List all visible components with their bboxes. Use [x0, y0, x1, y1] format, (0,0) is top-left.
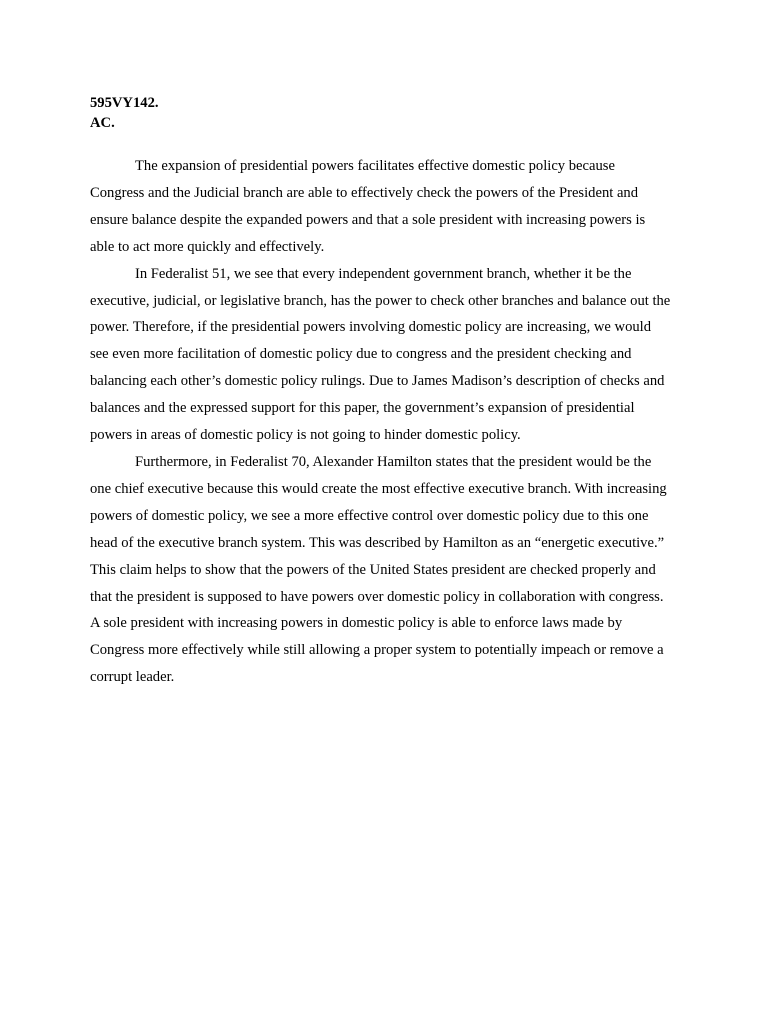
paragraph-2: In Federalist 51, we see that every independent government branch, whether it be the executive, judicial, or legislative branch, has the power to check other branches and balance out the power. Therefore, if the presidential powers involving domestic policy are increasing, we would see even more facilitation of domestic policy due to congress and the president checking and balancing each other’s domestic policy rulings. Due to James Madison’s description of checks and balances and the expressed support for this paper, the government’s expansion of presidential powers in areas of domestic policy is not going to hinder domestic policy. — [90, 265, 671, 444]
document-id-line: 595VY142. — [90, 95, 159, 111]
document-label-line: AC. — [90, 115, 115, 131]
document-content — [90, 93, 672, 691]
document-body — [90, 153, 672, 691]
paragraph-3: Furthermore, in Federalist 70, Alexander Hamilton states that the president would be the one chief executive because this would create the most effective executive branch. With increasing powers of domestic policy, we see a more effective control over domestic policy due to this one head of the executive branch system. This was described by Hamilton as an “energetic executive.” This claim helps to show that the powers of the United States president are checked properly and that the president is supposed to have powers over domestic policy in collaboration with congress. A sole president with increasing powers in domestic policy is able to enforce laws made by Congress more effectively while still allowing a proper system to potentially impeach or remove a corrupt leader. — [90, 453, 667, 686]
paragraph-1: The expansion of presidential powers facilitates effective domestic policy because Congress and the Judicial branch are able to effectively check the powers of the President and ensure balance despite the expanded powers and that a sole president with increasing powers is able to act more quickly and effectively. — [90, 158, 646, 255]
